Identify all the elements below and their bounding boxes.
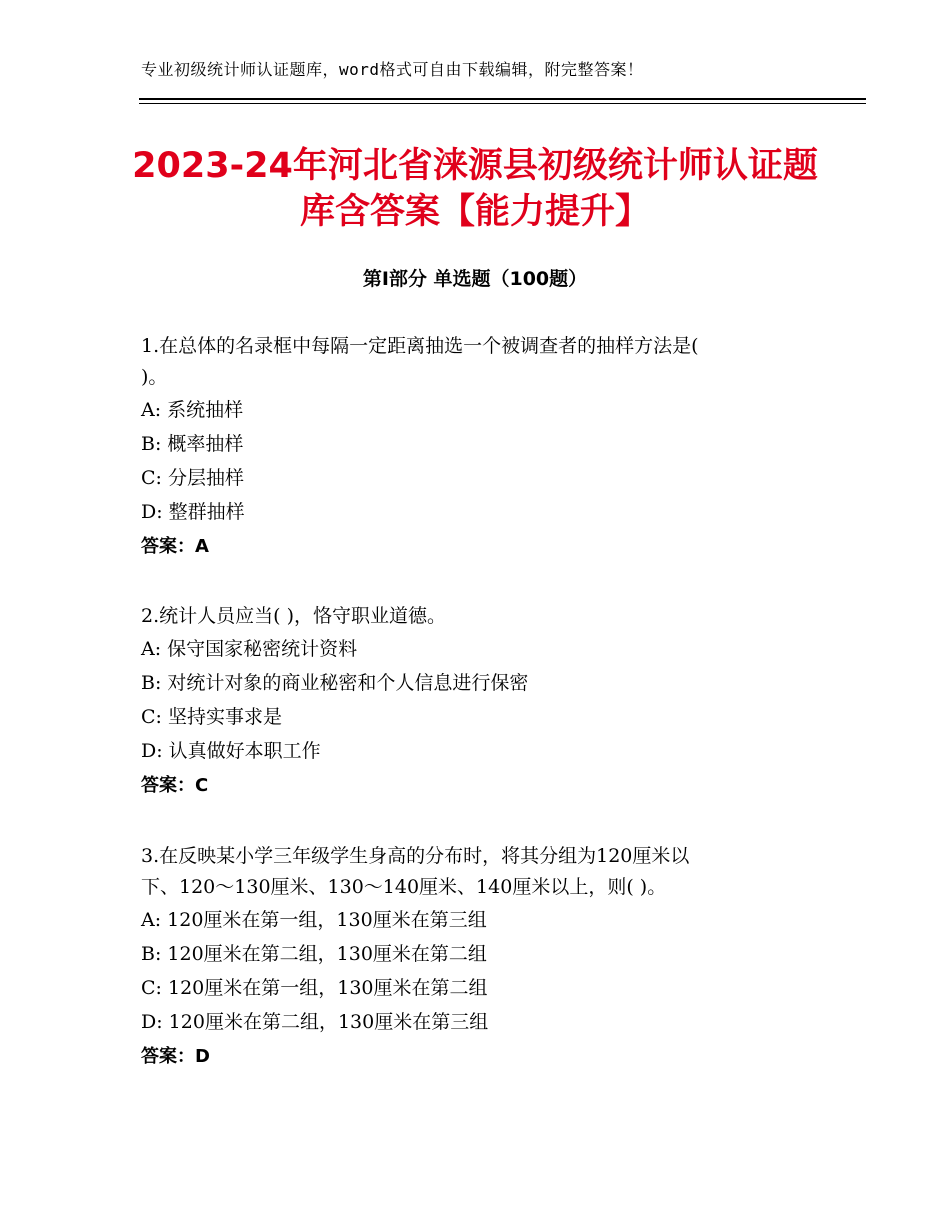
question-1 xyxy=(141,331,801,565)
document-title xyxy=(100,143,850,235)
option-b: B: 120厘米在第二组，130厘米在第二组 xyxy=(141,943,487,965)
title-line-2: 库含答案【能力提升】 xyxy=(299,192,650,232)
answer: 答案：D xyxy=(141,1046,210,1067)
option-d: D: 认真做好本职工作 xyxy=(141,740,321,762)
question-3 xyxy=(141,841,801,1075)
header-divider-thick xyxy=(139,98,866,100)
question-2 xyxy=(141,601,801,804)
header-note: 专业初级统计师认证题库，word格式可自由下载编辑，附完整答案！ xyxy=(141,60,644,79)
question-text-line-2: 下、120～130厘米、130～140厘米、140厘米以上，则( )。 xyxy=(141,876,667,898)
option-b: B: 概率抽样 xyxy=(141,433,244,455)
option-c: C: 120厘米在第一组，130厘米在第二组 xyxy=(141,977,488,999)
option-b: B: 对统计对象的商业秘密和个人信息进行保密 xyxy=(141,672,529,694)
option-a: A: 保守国家秘密统计资料 xyxy=(141,638,358,660)
section-heading: 第Ⅰ部分 单选题（100题） xyxy=(362,268,588,290)
option-a: A: 系统抽样 xyxy=(141,399,244,421)
header-divider-thin xyxy=(139,103,866,104)
option-d: D: 整群抽样 xyxy=(141,501,245,523)
option-a: A: 120厘米在第一组，130厘米在第三组 xyxy=(141,909,487,931)
answer: 答案：A xyxy=(141,536,209,557)
option-d: D: 120厘米在第二组，130厘米在第三组 xyxy=(141,1011,489,1033)
question-text-line-1: 2.统计人员应当( )，恪守职业道德。 xyxy=(141,605,446,627)
question-text-line-1: 3.在反映某小学三年级学生身高的分布时，将其分组为120厘米以 xyxy=(141,845,690,867)
question-text-line-2: )。 xyxy=(141,366,168,388)
option-c: C: 坚持实事求是 xyxy=(141,706,282,728)
answer: 答案：C xyxy=(141,775,209,796)
title-line-1: 2023-24年河北省涞源县初级统计师认证题 xyxy=(132,146,818,186)
option-c: C: 分层抽样 xyxy=(141,467,244,489)
question-text-line-1: 1.在总体的名录框中每隔一定距离抽选一个被调查者的抽样方法是( xyxy=(141,335,699,357)
